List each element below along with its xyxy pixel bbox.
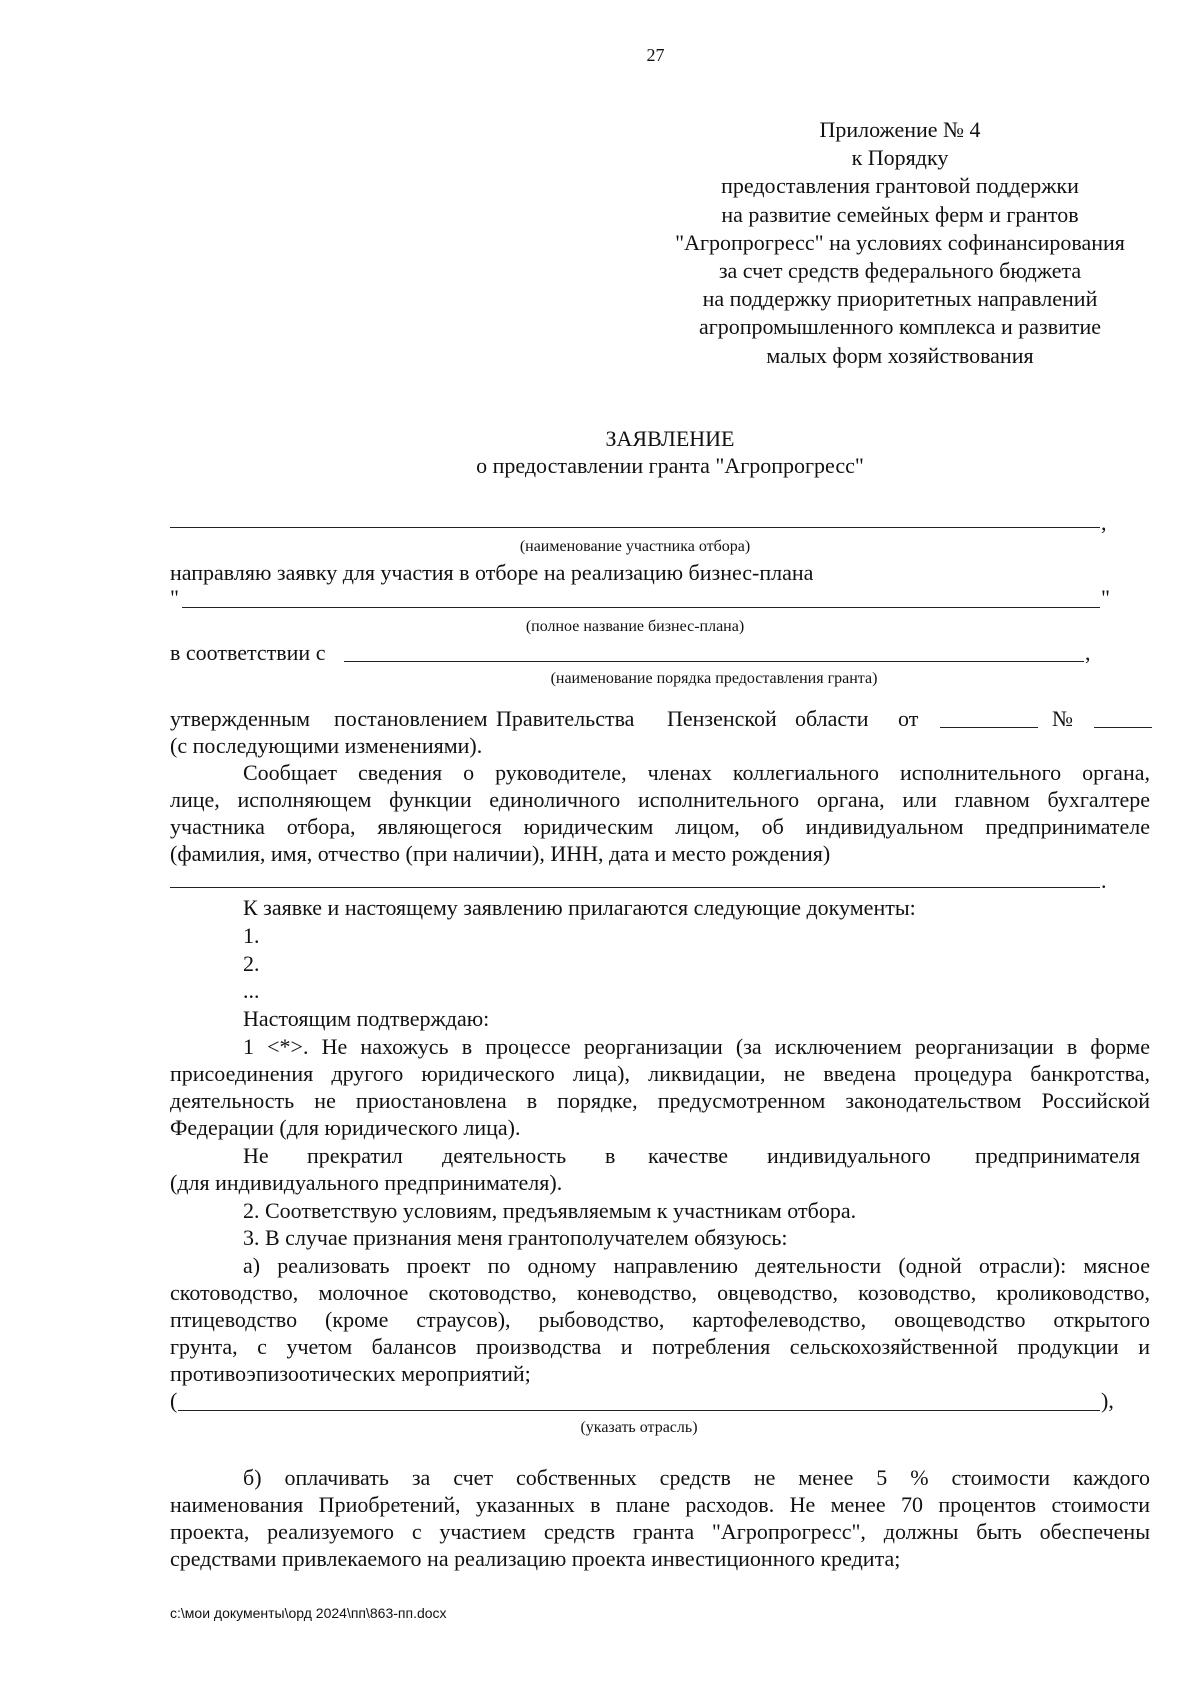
procedure-caption: (наименование порядка предоставления гранта): [550, 670, 878, 687]
business-plan-caption: (полное название бизнес-плана): [525, 618, 745, 635]
ip-word: предпринимателя: [975, 1143, 1140, 1168]
amendments-text: (с последующими изменениями).: [170, 733, 483, 758]
clause-a-line: а) реализовать проект по одному направлению деятельности (одной отрасли): мясное: [243, 1253, 1150, 1278]
approved-word: области: [795, 706, 869, 731]
procedure-line[interactable]: [344, 661, 1084, 662]
approved-word: от: [898, 706, 919, 731]
clause-a-line: грунта, с учетом балансов производства и потребления сельскохозяйственной продукции и: [170, 1334, 1150, 1359]
attachment-item: 1.: [243, 923, 260, 948]
page-number: 27: [646, 45, 665, 65]
quote-close: ": [1101, 585, 1110, 610]
appendix-line: "Агропрогресс" на условиях софинансирования: [675, 229, 1125, 255]
attachment-item: ...: [243, 978, 260, 1003]
industry-line[interactable]: [178, 1410, 1100, 1411]
ip-word: качестве: [648, 1143, 729, 1168]
approval-number-line[interactable]: [1094, 727, 1152, 728]
quote-open: ": [170, 585, 179, 610]
paren-open: (: [170, 1388, 178, 1413]
info-paragraph-line: (фамилия, имя, отчество (при наличии), ИНН, дата и место рождения): [170, 841, 831, 866]
send-application-text: направляю заявку для участия в отборе на реализацию бизнес-плана: [170, 560, 814, 585]
ip-word: деятельность: [442, 1143, 567, 1168]
business-plan-line[interactable]: [182, 607, 1100, 608]
clause-a-line: противоэпизоотических мероприятий;: [170, 1361, 531, 1386]
approved-word: утвержденным: [170, 706, 311, 731]
clause-2: 2. Соответствую условиям, предъявляемым к участникам отбора.: [243, 1198, 857, 1223]
ip-word: индивидуального: [767, 1143, 931, 1168]
clause-a-line: скотоводство, молочное скотоводство, коневодство, овцеводство, козоводство, кролиководство,: [170, 1280, 1150, 1305]
paren-close: ),: [1101, 1388, 1114, 1413]
appendix-line: к Порядку: [851, 145, 949, 171]
info-paragraph-line: участника отбора, являющегося юридическим лицом, об индивидуальном предпринимателе: [170, 814, 1150, 839]
document-subtitle: о предоставлении гранта "Агропрогресс": [476, 453, 864, 478]
approved-word: Пензенской: [667, 706, 777, 731]
info-paragraph-line: Сообщает сведения о руководителе, членах коллегиального исполнительного органа,: [243, 760, 1150, 785]
period: .: [1101, 868, 1107, 893]
ip-word: прекратил: [307, 1143, 403, 1168]
clause-1-line: деятельность не приостановлена в порядке, предусмотренном законодательством Российской: [170, 1088, 1150, 1113]
industry-caption: (указать отрасль): [580, 1419, 698, 1436]
info-paragraph-line: лице, исполняющем функции единоличного исполнительного органа, или главном бухгалтере: [170, 787, 1150, 812]
ip-line-2: (для индивидуального предпринимателя).: [170, 1170, 563, 1195]
clause-b-line: средствами привлекаемого на реализацию проекта инвестиционного кредита;: [170, 1546, 901, 1571]
file-path-footer: c:\мои документы\орд 2024\пп\863-пп.docx: [170, 1605, 447, 1621]
approved-word: постановлением: [334, 706, 488, 731]
clause-b-line: наименования Приобретений, указанных в плане расходов. Не менее 70 процентов стоимости: [170, 1492, 1150, 1517]
clause-a-line: птицеводство (кроме страусов), рыбоводство, картофелеводство, овощеводство открытого: [170, 1307, 1150, 1332]
comma: ,: [1085, 640, 1091, 665]
attached-documents-text: К заявке и настоящему заявлению прилагаются следующие документы:: [243, 895, 916, 920]
clause-1-line: присоединения другого юридического лица), ликвидации, не введена процедура банкротства,: [170, 1061, 1150, 1086]
clause-b-line: проекта, реализуемого с участием средств гранта "Агропрогресс", должны быть обеспечены: [170, 1519, 1150, 1544]
attachment-item: 2.: [243, 951, 260, 976]
confirm-heading: Настоящим подтверждаю:: [243, 1006, 490, 1031]
clause-b-line: б) оплачивать за счет собственных средств не менее 5 % стоимости каждого: [243, 1465, 1150, 1490]
appendix-block: [645, 116, 1155, 370]
appendix-line: предоставления грантовой поддержки: [721, 173, 1079, 199]
appendix-line: агропромышленного комплекса и развитие: [698, 314, 1102, 340]
clause-1-line: 1 <*>. Не нахожусь в процессе реорганизации (за исключением реорганизации в форме: [243, 1034, 1150, 1059]
appendix-line: на развитие семейных ферм и грантов: [721, 201, 1079, 227]
comma: ,: [1101, 510, 1107, 535]
participant-name-line[interactable]: [170, 527, 1100, 528]
ip-word: Не: [243, 1143, 269, 1168]
appendix-line: малых форм хозяйствования: [766, 342, 1034, 368]
ip-word: в: [605, 1143, 616, 1168]
clause-1-line: Федерации (для юридического лица).: [170, 1115, 521, 1140]
appendix-line: за счет средств федерального бюджета: [718, 258, 1082, 284]
clause-3: 3. В случае признания меня грантополучателем обязуюсь:: [243, 1225, 788, 1250]
document-title: ЗАЯВЛЕНИЕ: [605, 426, 735, 451]
in-accordance-text: в соответствии с: [170, 640, 326, 665]
number-sign: №: [1052, 706, 1073, 731]
participant-caption: (наименование участника отбора): [519, 538, 751, 555]
appendix-line: Приложение № 4: [819, 117, 981, 142]
approved-word: Правительства: [496, 706, 635, 731]
approval-date-line[interactable]: [940, 727, 1038, 728]
appendix-line: на поддержку приоритетных направлений: [702, 286, 1098, 312]
manager-info-line[interactable]: [170, 887, 1100, 888]
